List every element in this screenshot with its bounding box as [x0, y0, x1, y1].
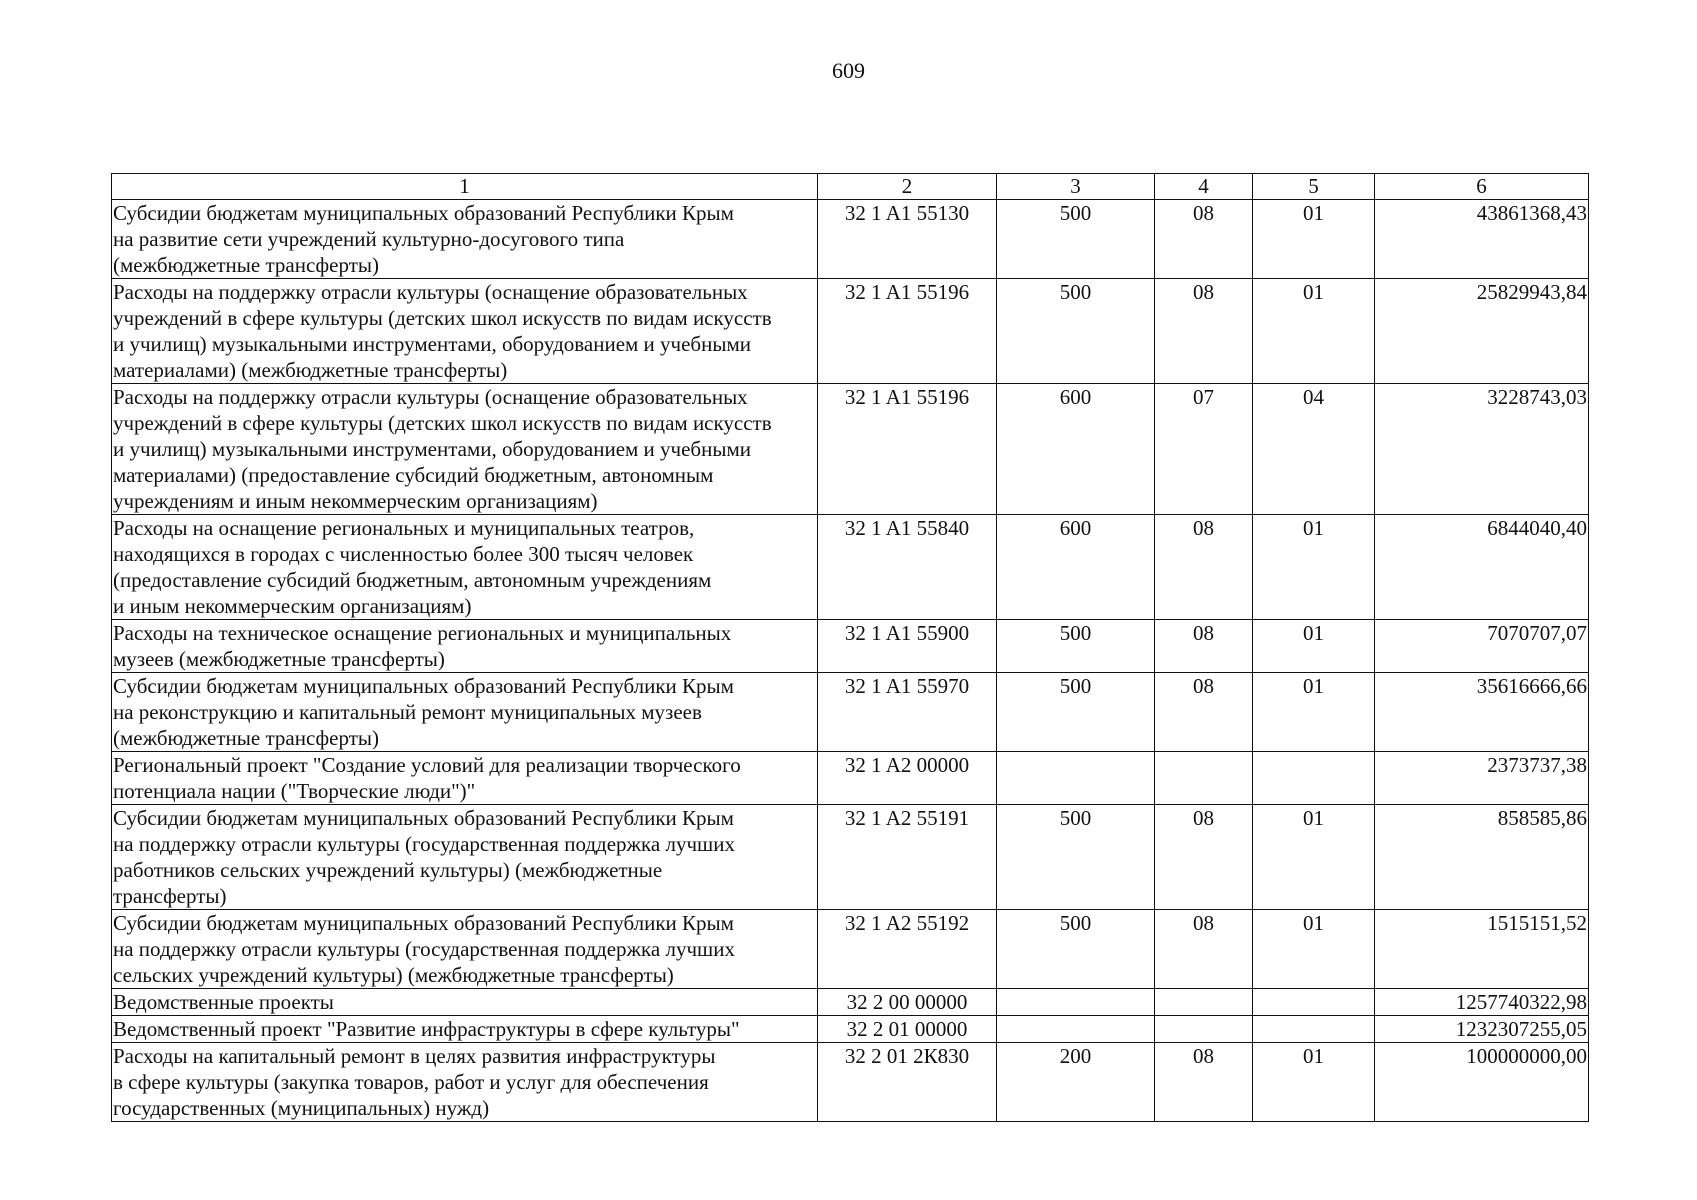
row-subsection-cell: 01: [1253, 279, 1375, 384]
row-section-cell: [1155, 1016, 1253, 1043]
row-name-cell: Ведомственные проекты: [112, 989, 818, 1016]
row-expense-type-cell: 500: [997, 910, 1155, 989]
table-row: [112, 515, 1589, 620]
table-row: [112, 1016, 1589, 1043]
table-body: [112, 200, 1589, 1122]
row-code-cell: 32 1 A2 55191: [818, 805, 997, 910]
row-code-cell: 32 1 A2 00000: [818, 752, 997, 805]
row-subsection-cell: 01: [1253, 673, 1375, 752]
header-col-6: 6: [1375, 174, 1589, 200]
table-row: [112, 910, 1589, 989]
row-amount-cell: 1232307255,05: [1375, 1016, 1589, 1043]
row-code-cell: 32 1 A1 55196: [818, 384, 997, 515]
row-code-cell: 32 1 A1 55130: [818, 200, 997, 279]
row-name-cell: Расходы на поддержку отрасли культуры (оснащение образовательных учреждений в сфере культуры (детских школ искусств по видам искусств и училищ) музыкальными инструментами, оборудованием и учебными материалами) (предоставление субсидий бюджетным, автономным учреждениям и иным некоммерческим организациям): [112, 384, 818, 515]
row-name-cell: Ведомственный проект "Развитие инфраструктуры в сфере культуры": [112, 1016, 818, 1043]
row-name-cell: Расходы на техническое оснащение региональных и муниципальных музеев (межбюджетные трансферты): [112, 620, 818, 673]
row-amount-cell: 35616666,66: [1375, 673, 1589, 752]
row-expense-type-cell: 500: [997, 279, 1155, 384]
row-amount-cell: 858585,86: [1375, 805, 1589, 910]
row-code-cell: 32 2 01 00000: [818, 1016, 997, 1043]
row-amount-cell: 3228743,03: [1375, 384, 1589, 515]
budget-table: [111, 173, 1589, 1122]
row-subsection-cell: [1253, 752, 1375, 805]
row-expense-type-cell: 600: [997, 515, 1155, 620]
row-code-cell: 32 2 00 00000: [818, 989, 997, 1016]
row-subsection-cell: 01: [1253, 910, 1375, 989]
page-number: 609: [832, 58, 865, 83]
row-expense-type-cell: 200: [997, 1043, 1155, 1122]
row-name-cell: Субсидии бюджетам муниципальных образований Республики Крым на поддержку отрасли культуры (государственная поддержка лучших сельских учреждений культуры) (межбюджетные трансферты): [112, 910, 818, 989]
row-name-cell: Субсидии бюджетам муниципальных образований Республики Крым на реконструкцию и капитальный ремонт муниципальных музеев (межбюджетные трансферты): [112, 673, 818, 752]
row-amount-cell: 100000000,00: [1375, 1043, 1589, 1122]
row-subsection-cell: 01: [1253, 515, 1375, 620]
row-name-cell: Расходы на поддержку отрасли культуры (оснащение образовательных учреждений в сфере культуры (детских школ искусств по видам искусств и училищ) музыкальными инструментами, оборудованием и учебными материалами) (межбюджетные трансферты): [112, 279, 818, 384]
row-code-cell: 32 1 A1 55196: [818, 279, 997, 384]
table-row: [112, 805, 1589, 910]
row-expense-type-cell: [997, 989, 1155, 1016]
row-expense-type-cell: [997, 1016, 1155, 1043]
table-row: [112, 620, 1589, 673]
header-col-2: 2: [818, 174, 997, 200]
row-code-cell: 32 1 A2 55192: [818, 910, 997, 989]
row-subsection-cell: [1253, 1016, 1375, 1043]
row-subsection-cell: 01: [1253, 805, 1375, 910]
table-row: [112, 673, 1589, 752]
row-section-cell: 08: [1155, 910, 1253, 989]
row-amount-cell: 6844040,40: [1375, 515, 1589, 620]
row-code-cell: 32 2 01 2К830: [818, 1043, 997, 1122]
row-expense-type-cell: 600: [997, 384, 1155, 515]
row-code-cell: 32 1 A1 55840: [818, 515, 997, 620]
header-col-3: 3: [997, 174, 1155, 200]
row-expense-type-cell: 500: [997, 620, 1155, 673]
row-subsection-cell: 01: [1253, 200, 1375, 279]
table-row: [112, 384, 1589, 515]
header-col-4: 4: [1155, 174, 1253, 200]
row-section-cell: [1155, 989, 1253, 1016]
row-amount-cell: 7070707,07: [1375, 620, 1589, 673]
row-expense-type-cell: 500: [997, 673, 1155, 752]
row-section-cell: 08: [1155, 515, 1253, 620]
row-section-cell: 08: [1155, 805, 1253, 910]
row-code-cell: 32 1 A1 55900: [818, 620, 997, 673]
row-section-cell: 08: [1155, 200, 1253, 279]
row-expense-type-cell: [997, 752, 1155, 805]
row-subsection-cell: 01: [1253, 620, 1375, 673]
table-row: [112, 1043, 1589, 1122]
row-section-cell: 08: [1155, 673, 1253, 752]
table-row: [112, 752, 1589, 805]
row-expense-type-cell: 500: [997, 200, 1155, 279]
row-section-cell: 08: [1155, 620, 1253, 673]
row-section-cell: 08: [1155, 279, 1253, 384]
row-subsection-cell: 01: [1253, 1043, 1375, 1122]
table-row: [112, 989, 1589, 1016]
row-amount-cell: 25829943,84: [1375, 279, 1589, 384]
row-code-cell: 32 1 A1 55970: [818, 673, 997, 752]
row-amount-cell: 43861368,43: [1375, 200, 1589, 279]
row-name-cell: Расходы на капитальный ремонт в целях развития инфраструктуры в сфере культуры (закупка товаров, работ и услуг для обеспечения государственных (муниципальных) нужд): [112, 1043, 818, 1122]
header-row: [112, 174, 1589, 200]
row-name-cell: Региональный проект "Создание условий для реализации творческого потенциала нации ("Творческие люди")": [112, 752, 818, 805]
row-expense-type-cell: 500: [997, 805, 1155, 910]
row-section-cell: [1155, 752, 1253, 805]
row-amount-cell: 2373737,38: [1375, 752, 1589, 805]
row-name-cell: Субсидии бюджетам муниципальных образований Республики Крым на развитие сети учреждений культурно-досугового типа (межбюджетные трансферты): [112, 200, 818, 279]
table-header: [112, 174, 1589, 200]
table-row: [112, 279, 1589, 384]
header-col-1: 1: [112, 174, 818, 200]
row-name-cell: Субсидии бюджетам муниципальных образований Республики Крым на поддержку отрасли культуры (государственная поддержка лучших работников сельских учреждений культуры) (межбюджетные трансферты): [112, 805, 818, 910]
header-col-5: 5: [1253, 174, 1375, 200]
row-section-cell: 08: [1155, 1043, 1253, 1122]
row-section-cell: 07: [1155, 384, 1253, 515]
row-amount-cell: 1257740322,98: [1375, 989, 1589, 1016]
row-subsection-cell: [1253, 989, 1375, 1016]
row-name-cell: Расходы на оснащение региональных и муниципальных театров, находящихся в городах с численностью более 300 тысяч человек (предоставление субсидий бюджетным, автономным учреждениям и иным некоммерческим организациям): [112, 515, 818, 620]
row-subsection-cell: 04: [1253, 384, 1375, 515]
table-row: [112, 200, 1589, 279]
row-amount-cell: 1515151,52: [1375, 910, 1589, 989]
